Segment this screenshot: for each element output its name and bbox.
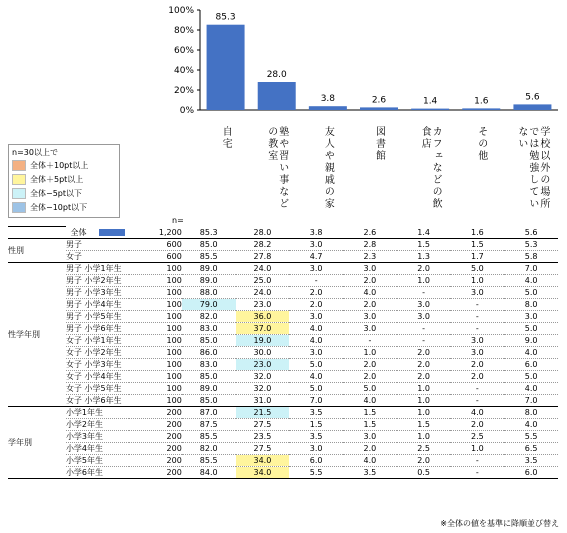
cell-value: 86.0	[182, 347, 236, 359]
cell-value: 23.0	[236, 359, 290, 371]
cell-value: 4.0	[450, 407, 504, 419]
cell-value: 3.5	[289, 431, 343, 443]
cell-value: 4.0	[343, 287, 397, 299]
table-row	[8, 455, 558, 467]
cell-value: 2.6	[343, 227, 397, 239]
legend	[8, 144, 120, 218]
cell-value: 3.0	[450, 347, 504, 359]
row-n: 100	[129, 311, 182, 323]
table-row	[8, 239, 558, 251]
y-tick-label: 100%	[168, 6, 194, 16]
legend-swatch-plus10	[12, 160, 26, 171]
cell-value: 4.7	[289, 251, 343, 263]
cell-value: 21.5	[236, 407, 290, 419]
row-label: 男子 小学6年生	[66, 323, 129, 335]
category-label: その他	[475, 126, 487, 162]
row-label: 小学1年生	[66, 407, 129, 419]
bar-value-label: 2.6	[371, 95, 387, 106]
row-label: 全体	[66, 227, 129, 239]
legend-item	[12, 172, 116, 186]
cell-value: 3.0	[289, 239, 343, 251]
cell-value: 1.0	[397, 407, 451, 419]
cell-value: 3.8	[289, 227, 343, 239]
cell-value: 83.0	[182, 359, 236, 371]
row-n: 100	[129, 287, 182, 299]
cell-value: 3.0	[450, 287, 504, 299]
cell-value: 2.5	[397, 443, 451, 455]
table-row	[8, 347, 558, 359]
category-label: 自宅	[220, 126, 232, 150]
cell-value: 2.0	[343, 443, 397, 455]
row-label: 女子 小学2年生	[66, 347, 129, 359]
row-n: 600	[129, 239, 182, 251]
category-label: カフェなどの飲	[430, 126, 442, 210]
row-label: 女子 小学4年生	[66, 371, 129, 383]
row-label: 小学5年生	[66, 455, 129, 467]
cell-value: -	[450, 455, 504, 467]
cell-value: 3.0	[289, 311, 343, 323]
cell-value: 1.7	[450, 251, 504, 263]
bar	[462, 108, 500, 110]
cell-value: 85.5	[182, 455, 236, 467]
bar-value-label: 85.3	[215, 12, 236, 23]
row-label: 女子 小学6年生	[66, 395, 129, 407]
cell-value: 6.0	[504, 359, 558, 371]
y-tick-label: 0%	[179, 106, 194, 116]
category-label: ない	[515, 126, 527, 150]
cell-value: 2.0	[397, 347, 451, 359]
cell-value: 2.0	[450, 371, 504, 383]
row-n: 100	[129, 299, 182, 311]
row-n: 100	[129, 347, 182, 359]
bar	[258, 82, 296, 110]
table-row	[8, 431, 558, 443]
cell-value: 2.0	[450, 419, 504, 431]
legend-label: 全体＋5pt以上	[30, 174, 84, 184]
category-label: 友人や親戚の家	[322, 126, 334, 210]
row-group-label: 学年別	[8, 407, 66, 479]
cell-value: 83.0	[182, 323, 236, 335]
footnote: ※全体の値を基準に降順並び替え	[440, 519, 559, 528]
table-row	[8, 299, 558, 311]
y-tick-label: 20%	[173, 86, 194, 96]
cell-value: 4.0	[289, 335, 343, 347]
cell-value: 1.5	[450, 239, 504, 251]
cell-value: 37.0	[236, 323, 290, 335]
cell-value: 4.0	[343, 395, 397, 407]
cell-value: 5.0	[504, 287, 558, 299]
cell-value: -	[450, 323, 504, 335]
cell-value: 5.6	[504, 227, 558, 239]
cell-value: 1.5	[343, 407, 397, 419]
cell-value: 23.0	[236, 299, 290, 311]
row-n: 100	[129, 263, 182, 275]
cell-value: 3.5	[504, 455, 558, 467]
cell-value: 89.0	[182, 275, 236, 287]
cell-value: 24.0	[236, 263, 290, 275]
bar-value-label: 1.6	[474, 96, 489, 107]
category-label: 学校以外の場所	[537, 126, 549, 210]
cell-value: -	[450, 299, 504, 311]
cell-value: 85.5	[182, 431, 236, 443]
row-n: 100	[129, 323, 182, 335]
row-n: 200	[129, 455, 182, 467]
cell-value: 6.5	[504, 443, 558, 455]
cell-value: 4.0	[289, 371, 343, 383]
cell-value: -	[397, 323, 451, 335]
cell-value: 79.0	[182, 299, 236, 311]
cell-value: -	[450, 395, 504, 407]
cell-value: 4.0	[289, 323, 343, 335]
cell-value: 1.5	[343, 419, 397, 431]
row-group-label	[8, 227, 66, 239]
cell-value: 2.0	[343, 275, 397, 287]
cell-value: 85.0	[182, 371, 236, 383]
legend-swatch-minus10	[12, 202, 26, 213]
bar	[360, 107, 398, 110]
cell-value: 2.8	[343, 239, 397, 251]
cell-value: 88.0	[182, 287, 236, 299]
cell-value: 28.2	[236, 239, 290, 251]
cell-value: 6.0	[289, 455, 343, 467]
cell-value: 4.0	[504, 419, 558, 431]
cell-value: 2.0	[343, 299, 397, 311]
cell-value: 4.0	[504, 383, 558, 395]
legend-label: 全体＋10pt以上	[30, 160, 89, 170]
row-label: 小学6年生	[66, 467, 129, 479]
legend-label: 全体−5pt以下	[30, 188, 83, 198]
row-label: 女子 小学5年生	[66, 383, 129, 395]
row-group-label: 性学年別	[8, 263, 66, 407]
table-row	[8, 311, 558, 323]
cell-value: 85.0	[182, 335, 236, 347]
cell-value: 25.0	[236, 275, 290, 287]
cell-value: 3.0	[504, 311, 558, 323]
cell-value: 3.5	[289, 407, 343, 419]
cell-value: 5.0	[450, 263, 504, 275]
cell-value: 89.0	[182, 383, 236, 395]
cell-value: 3.0	[289, 263, 343, 275]
row-n: 200	[129, 419, 182, 431]
cell-value: 3.0	[397, 311, 451, 323]
cell-value: 1.0	[397, 395, 451, 407]
cell-value: -	[450, 467, 504, 479]
y-tick-label: 40%	[173, 66, 194, 76]
y-tick-label: 60%	[173, 46, 194, 56]
cell-value: 5.0	[504, 323, 558, 335]
cell-value: -	[450, 311, 504, 323]
row-label: 男子 小学2年生	[66, 275, 129, 287]
category-label: 食店	[419, 126, 431, 150]
table-row	[8, 227, 558, 239]
cell-value: 3.0	[289, 443, 343, 455]
cell-value: 5.8	[504, 251, 558, 263]
cell-value: 5.0	[343, 383, 397, 395]
row-n: 100	[129, 335, 182, 347]
cell-value: 2.0	[343, 371, 397, 383]
cell-value: 3.0	[289, 347, 343, 359]
cell-value: 84.0	[182, 467, 236, 479]
cell-value: 82.0	[182, 311, 236, 323]
cell-value: 85.0	[182, 239, 236, 251]
cell-value: 23.5	[236, 431, 290, 443]
cell-value: 3.0	[343, 323, 397, 335]
cell-value: -	[397, 335, 451, 347]
bar	[411, 109, 449, 110]
cell-value: 3.0	[397, 299, 451, 311]
table-row	[8, 407, 558, 419]
cell-value: 31.0	[236, 395, 290, 407]
cell-value: 19.0	[236, 335, 290, 347]
cell-value: 1.5	[289, 419, 343, 431]
row-label: 女子 小学1年生	[66, 335, 129, 347]
cell-value: 2.3	[343, 251, 397, 263]
cell-value: 5.5	[504, 431, 558, 443]
row-label: 男子 小学5年生	[66, 311, 129, 323]
legend-item	[12, 186, 116, 200]
cell-value: 2.0	[289, 299, 343, 311]
cell-value: -	[289, 275, 343, 287]
cell-value: 6.0	[504, 467, 558, 479]
category-label: 図書館	[373, 126, 385, 162]
cell-value: 87.5	[182, 419, 236, 431]
cell-value: 24.0	[236, 287, 290, 299]
cell-value: 1.0	[450, 275, 504, 287]
legend-item	[12, 200, 116, 214]
cell-value: 1.0	[343, 347, 397, 359]
cell-value: 1.6	[450, 227, 504, 239]
cell-value: 1.0	[450, 443, 504, 455]
table-row	[8, 323, 558, 335]
cell-value: 2.0	[289, 287, 343, 299]
cell-value: 2.5	[450, 431, 504, 443]
cell-value: 4.0	[504, 347, 558, 359]
cell-value: 2.0	[397, 359, 451, 371]
cell-value: 1.4	[397, 227, 451, 239]
row-n: 100	[129, 371, 182, 383]
cell-value: 27.5	[236, 419, 290, 431]
table-row	[8, 383, 558, 395]
table-row	[8, 251, 558, 263]
cell-value: 5.3	[504, 239, 558, 251]
bar-value-label: 5.6	[525, 92, 540, 103]
legend-title: n=30以上で	[12, 148, 58, 157]
cell-value: 2.0	[397, 455, 451, 467]
cell-value: -	[397, 287, 451, 299]
total-marker	[99, 229, 125, 236]
bar	[309, 106, 347, 110]
table-row	[8, 371, 558, 383]
cell-value: 0.5	[397, 467, 451, 479]
legend-swatch-minus5	[12, 188, 26, 199]
cell-value: 28.0	[236, 227, 290, 239]
table-row	[8, 395, 558, 407]
cell-value: 1.3	[397, 251, 451, 263]
row-label: 女子 小学3年生	[66, 359, 129, 371]
cell-value: 3.0	[343, 311, 397, 323]
cell-value: 32.0	[236, 371, 290, 383]
cell-value: 3.0	[343, 431, 397, 443]
cell-value: 4.0	[343, 455, 397, 467]
row-n: 200	[129, 467, 182, 479]
table-row	[8, 467, 558, 479]
row-n: 1,200	[129, 227, 182, 239]
cell-value: 8.0	[504, 407, 558, 419]
category-label: では勉強してい	[526, 126, 538, 210]
cell-value: 5.5	[289, 467, 343, 479]
cell-value: 3.0	[343, 263, 397, 275]
bar-value-label: 3.8	[320, 94, 336, 105]
row-n: 200	[129, 443, 182, 455]
cell-value: 36.0	[236, 311, 290, 323]
cell-value: 7.0	[289, 395, 343, 407]
cell-value: 5.0	[289, 383, 343, 395]
cell-value: 85.0	[182, 395, 236, 407]
legend-swatch-plus5	[12, 174, 26, 185]
cell-value: 34.0	[236, 455, 290, 467]
bar-value-label: 28.0	[266, 70, 287, 80]
row-n: 600	[129, 251, 182, 263]
table-row	[8, 359, 558, 371]
row-label: 男子 小学1年生	[66, 263, 129, 275]
category-label: の教室	[265, 126, 277, 162]
row-label: 小学4年生	[66, 443, 129, 455]
cell-value: 5.0	[504, 371, 558, 383]
cell-value: 2.0	[343, 359, 397, 371]
row-n: 100	[129, 383, 182, 395]
cell-value: 3.5	[343, 467, 397, 479]
bar	[207, 25, 245, 110]
row-label: 小学3年生	[66, 431, 129, 443]
cell-value: 1.0	[397, 275, 451, 287]
cell-value: 82.0	[182, 443, 236, 455]
cell-value: 7.0	[504, 263, 558, 275]
cell-value: 27.8	[236, 251, 290, 263]
y-tick-label: 80%	[173, 26, 194, 36]
cell-value: 89.0	[182, 263, 236, 275]
bar	[513, 104, 551, 110]
cell-value: 5.0	[289, 359, 343, 371]
cell-value: 1.0	[397, 431, 451, 443]
cell-value: -	[450, 383, 504, 395]
bar-value-label: 1.4	[422, 96, 438, 107]
cell-value: 2.0	[397, 371, 451, 383]
cell-value: 1.5	[397, 419, 451, 431]
cell-value: 9.0	[504, 335, 558, 347]
row-label: 男子	[66, 239, 129, 251]
cell-value: 2.0	[450, 359, 504, 371]
data-table	[8, 226, 558, 479]
table-row	[8, 335, 558, 347]
row-label: 小学2年生	[66, 419, 129, 431]
cell-value: 1.5	[397, 239, 451, 251]
cell-value: 1.0	[397, 383, 451, 395]
row-n: 100	[129, 275, 182, 287]
n-label: n=	[172, 216, 184, 225]
cell-value: 7.0	[504, 395, 558, 407]
legend-item	[12, 158, 116, 172]
cell-value: 34.0	[236, 467, 290, 479]
cell-value: 4.0	[504, 275, 558, 287]
row-n: 200	[129, 407, 182, 419]
category-label: 塾や習い事など	[276, 126, 288, 210]
row-label: 女子	[66, 251, 129, 263]
table-row	[8, 287, 558, 299]
table-row	[8, 263, 558, 275]
cell-value: 3.0	[450, 335, 504, 347]
cell-value: 30.0	[236, 347, 290, 359]
cell-value: 85.3	[182, 227, 236, 239]
cell-value: 87.0	[182, 407, 236, 419]
cell-value: 8.0	[504, 299, 558, 311]
cell-value: 32.0	[236, 383, 290, 395]
legend-label: 全体−10pt以下	[30, 202, 88, 212]
cell-value: 27.5	[236, 443, 290, 455]
cell-value: 85.5	[182, 251, 236, 263]
row-n: 100	[129, 395, 182, 407]
row-group-label: 性別	[8, 239, 66, 263]
table-row	[8, 275, 558, 287]
table-row	[8, 443, 558, 455]
row-n: 200	[129, 431, 182, 443]
row-label: 男子 小学4年生	[66, 299, 129, 311]
row-n: 100	[129, 359, 182, 371]
cell-value: 2.0	[397, 263, 451, 275]
row-label: 男子 小学3年生	[66, 287, 129, 299]
table-row	[8, 419, 558, 431]
cell-value: -	[343, 335, 397, 347]
